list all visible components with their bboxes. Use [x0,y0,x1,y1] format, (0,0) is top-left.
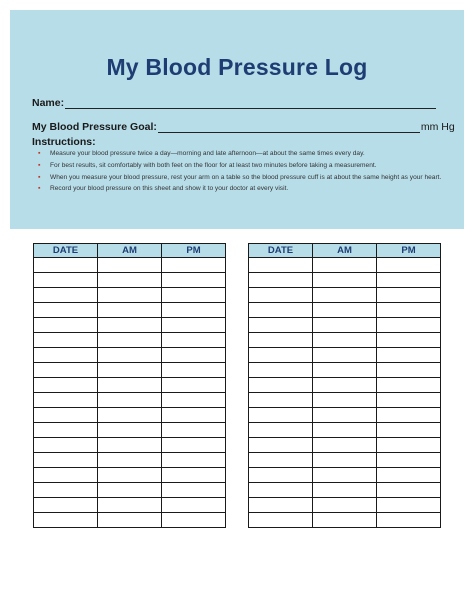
table-row [249,453,441,468]
goal-unit: mm Hg [420,121,455,133]
table-row [34,273,226,288]
am-cell[interactable] [313,318,377,333]
pm-cell[interactable] [377,408,441,423]
table-row [249,423,441,438]
am-cell[interactable] [313,498,377,513]
am-cell[interactable] [98,408,162,423]
column-header-am: AM [313,244,377,258]
table-row [34,468,226,483]
pm-cell[interactable] [377,423,441,438]
pm-cell[interactable] [162,468,226,483]
am-cell[interactable] [98,273,162,288]
table-row [34,318,226,333]
am-cell[interactable] [313,453,377,468]
date-cell[interactable] [249,393,313,408]
table-row [249,348,441,363]
instruction-text: Measure your blood pressure twice a day—morning and late afternoon—at about the same times every day. [50,150,365,157]
bullet-icon: ▪ [38,150,41,157]
pm-cell[interactable] [377,453,441,468]
column-header-pm: PM [162,244,226,258]
date-cell[interactable] [34,318,98,333]
date-cell[interactable] [249,333,313,348]
table-row [249,468,441,483]
date-cell[interactable] [249,363,313,378]
date-cell[interactable] [249,273,313,288]
header-panel [10,10,464,229]
pm-cell[interactable] [162,318,226,333]
date-cell[interactable] [34,408,98,423]
date-cell[interactable] [34,483,98,498]
date-cell[interactable] [34,498,98,513]
pm-cell[interactable] [162,363,226,378]
table-row [34,438,226,453]
am-cell[interactable] [313,348,377,363]
pm-cell[interactable] [377,333,441,348]
table-row [249,393,441,408]
date-cell[interactable] [34,423,98,438]
date-cell[interactable] [34,363,98,378]
table-header-row [249,244,441,258]
table-row [34,288,226,303]
instruction-item [38,150,453,159]
date-cell[interactable] [34,393,98,408]
instructions-list [38,150,453,197]
table-row [249,483,441,498]
am-cell[interactable] [98,483,162,498]
pm-cell[interactable] [377,273,441,288]
date-cell[interactable] [34,513,98,528]
instruction-item [38,162,453,171]
name-input-line[interactable] [65,98,436,109]
pm-cell[interactable] [162,393,226,408]
date-cell[interactable] [34,453,98,468]
date-cell[interactable] [249,438,313,453]
pm-cell[interactable] [162,423,226,438]
table-row [249,378,441,393]
am-cell[interactable] [313,378,377,393]
table-row [34,363,226,378]
bullet-icon: ▪ [38,161,41,169]
table-row [249,363,441,378]
pm-cell[interactable] [162,348,226,363]
am-cell[interactable] [98,303,162,318]
date-cell[interactable] [34,303,98,318]
am-cell[interactable] [98,468,162,483]
date-cell[interactable] [249,513,313,528]
column-header-am: AM [98,244,162,258]
table-row [249,318,441,333]
am-cell[interactable] [98,453,162,468]
date-cell[interactable] [249,318,313,333]
am-cell[interactable] [98,513,162,528]
table-row [34,378,226,393]
date-cell[interactable] [249,408,313,423]
table-row [34,393,226,408]
am-cell[interactable] [313,483,377,498]
instructions-heading: Instructions: [32,136,96,148]
table-body [249,258,441,528]
pm-cell[interactable] [377,438,441,453]
am-cell[interactable] [313,258,377,273]
table-row [249,513,441,528]
table-row [34,498,226,513]
date-cell[interactable] [34,468,98,483]
table-row [249,303,441,318]
pm-cell[interactable] [162,378,226,393]
pm-cell[interactable] [162,438,226,453]
am-cell[interactable] [313,273,377,288]
column-header-date: DATE [34,244,98,258]
date-cell[interactable] [249,303,313,318]
pm-cell[interactable] [162,453,226,468]
log-table-left [33,243,226,528]
am-cell[interactable] [313,423,377,438]
am-cell[interactable] [313,393,377,408]
table-row [34,453,226,468]
pm-cell[interactable] [377,303,441,318]
am-cell[interactable] [313,468,377,483]
date-cell[interactable] [249,498,313,513]
am-cell[interactable] [98,393,162,408]
pm-cell[interactable] [162,483,226,498]
pm-cell[interactable] [377,498,441,513]
date-cell[interactable] [249,468,313,483]
pm-cell[interactable] [377,483,441,498]
pm-cell[interactable] [377,513,441,528]
date-cell[interactable] [249,348,313,363]
am-cell[interactable] [98,258,162,273]
instruction-item [38,185,453,194]
pm-cell[interactable] [162,513,226,528]
am-cell[interactable] [313,303,377,318]
pm-cell[interactable] [377,363,441,378]
table-row [34,423,226,438]
am-cell[interactable] [313,408,377,423]
pm-cell[interactable] [162,333,226,348]
table-row [249,498,441,513]
date-cell[interactable] [249,378,313,393]
instruction-text: For best results, sit comfortably with both feet on the floor for at least two minutes before taking a measurement. [50,161,377,169]
name-field-row [32,97,436,109]
pm-cell[interactable] [162,408,226,423]
table-row [34,303,226,318]
date-cell[interactable] [34,273,98,288]
date-cell[interactable] [249,258,313,273]
date-cell[interactable] [249,483,313,498]
am-cell[interactable] [313,288,377,303]
column-header-pm: PM [377,244,441,258]
bullet-icon: ▪ [38,185,41,193]
am-cell[interactable] [313,363,377,378]
bullet-icon: ▪ [38,173,41,181]
am-cell[interactable] [98,378,162,393]
am-cell[interactable] [98,498,162,513]
table-row [34,483,226,498]
pm-cell[interactable] [377,378,441,393]
date-cell[interactable] [34,258,98,273]
am-cell[interactable] [98,348,162,363]
pm-cell[interactable] [377,393,441,408]
am-cell[interactable] [98,423,162,438]
table-row [249,258,441,273]
pm-cell[interactable] [377,318,441,333]
instruction-text: Record your blood pressure on this sheet and show it to your doctor at every visit. [50,185,289,193]
table-row [249,438,441,453]
pm-cell[interactable] [162,288,226,303]
date-cell[interactable] [34,378,98,393]
table-row [34,258,226,273]
pm-cell[interactable] [377,348,441,363]
pm-cell[interactable] [162,498,226,513]
instruction-item [38,174,453,183]
page-title: My Blood Pressure Log [106,54,368,80]
table-row [34,408,226,423]
table-header-row [34,244,226,258]
table-row [249,273,441,288]
am-cell[interactable] [98,333,162,348]
table-row [249,408,441,423]
pm-cell[interactable] [377,468,441,483]
date-cell[interactable] [34,348,98,363]
am-cell[interactable] [313,333,377,348]
instruction-text: When you measure your blood pressure, rest your arm on a table so the blood pressure cuff is at about the same height as your heart. [50,173,442,181]
table-row [249,288,441,303]
am-cell[interactable] [313,513,377,528]
am-cell[interactable] [98,288,162,303]
pm-cell[interactable] [377,258,441,273]
table-body [34,258,226,528]
log-table-right [248,243,441,528]
date-cell[interactable] [34,333,98,348]
pm-cell[interactable] [162,258,226,273]
table-row [34,333,226,348]
table-row [34,513,226,528]
table-row [249,333,441,348]
pm-cell[interactable] [162,273,226,288]
date-cell[interactable] [34,288,98,303]
table-row [34,348,226,363]
name-label: Name: [32,97,65,109]
date-cell[interactable] [249,288,313,303]
goal-label: My Blood Pressure Goal: [32,121,157,133]
am-cell[interactable] [98,363,162,378]
pm-cell[interactable] [162,303,226,318]
date-cell[interactable] [249,423,313,438]
pm-cell[interactable] [377,288,441,303]
column-header-date: DATE [249,244,313,258]
am-cell[interactable] [313,438,377,453]
date-cell[interactable] [249,453,313,468]
goal-field-row [32,121,455,133]
am-cell[interactable] [98,438,162,453]
date-cell[interactable] [34,438,98,453]
am-cell[interactable] [98,318,162,333]
goal-input-line[interactable] [158,122,420,133]
